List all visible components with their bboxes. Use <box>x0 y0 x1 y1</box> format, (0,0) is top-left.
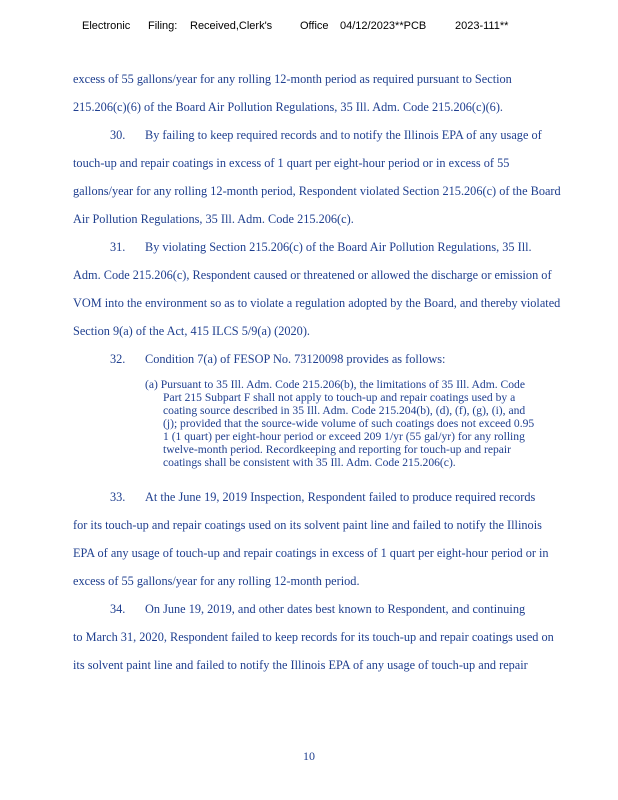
text-line: its solvent paint line and failed to notify the Illinois EPA of any usage of touch-up and repair <box>73 658 528 672</box>
header-electronic: Electronic <box>82 20 131 32</box>
text-line: to March 31, 2020, Respondent failed to keep records for its touch-up and repair coatings used on <box>73 630 554 644</box>
text-line: EPA of any usage of touch-up and repair coatings in excess of 1 quart per eight-hour period or in <box>73 546 549 560</box>
paragraph-number: 31. <box>110 240 126 254</box>
paragraph-number: 34. <box>110 602 126 616</box>
page-number: 10 <box>303 749 315 763</box>
quote-line: Part 215 Subpart F shall not apply to touch-up and repair coatings used by a <box>163 391 516 404</box>
text-line: By violating Section 215.206(c) of the Board Air Pollution Regulations, 35 Ill. <box>145 240 532 254</box>
block-quote <box>145 378 585 469</box>
paragraph-number: 33. <box>110 490 126 504</box>
paragraph-number: 32. <box>110 352 126 366</box>
text-line: At the June 19, 2019 Inspection, Respondent failed to produce required records <box>145 490 536 504</box>
text-line: By failing to keep required records and to notify the Illinois EPA of any usage of <box>145 128 542 142</box>
text-line: 215.206(c)(6) of the Board Air Pollution Regulations, 35 Ill. Adm. Code 215.206(c)(6). <box>73 100 503 114</box>
header-date: 04/12/2023**PCB <box>340 20 427 32</box>
quote-line: (a) Pursuant to 35 Ill. Adm. Code 215.206(b), the limitations of 35 Ill. Adm. Code <box>145 378 525 391</box>
text-line: Air Pollution Regulations, 35 Ill. Adm. Code 215.206(c). <box>73 212 354 226</box>
text-line: excess of 55 gallons/year for any rolling 12-month period. <box>73 574 360 588</box>
quote-line: twelve-month period. Recordkeeping and reporting for touch-up and repair <box>163 443 512 456</box>
text-line: gallons/year for any rolling 12-month period, Respondent violated Section 215.206(c) of the Board <box>73 184 561 198</box>
header-filing: Filing: <box>148 20 178 32</box>
paragraph-number: 30. <box>110 128 126 142</box>
header-office: Office <box>300 20 329 32</box>
text-line: Condition 7(a) of FESOP No. 73120098 provides as follows: <box>145 352 446 366</box>
header-received: Received,Clerk's <box>190 20 273 32</box>
quote-line: (j); provided that the source-wide volume of such coatings does not exceed 0.95 <box>163 417 535 430</box>
text-line: for its touch-up and repair coatings used on its solvent paint line and failed to notify the Illinois <box>73 518 542 532</box>
text-line: excess of 55 gallons/year for any rolling 12-month period as required pursuant to Section <box>73 72 512 86</box>
text-line: On June 19, 2019, and other dates best known to Respondent, and continuing <box>145 602 526 616</box>
text-line: touch-up and repair coatings in excess of 1 quart per eight-hour period or in excess of 55 <box>73 156 510 170</box>
text-line: Adm. Code 215.206(c), Respondent caused or threatened or allowed the discharge or emission of <box>73 268 552 282</box>
text-line: VOM into the environment so as to violate a regulation adopted by the Board, and thereby violated <box>73 296 561 310</box>
quote-line: coatings shall be consistent with 35 Ill. Adm. Code 215.206(c). <box>163 456 456 469</box>
quote-line: coating source described in 35 Ill. Adm. Code 215.204(b), (d), (f), (g), (i), and <box>163 404 526 417</box>
quote-line: 1 (1 quart) per eight-hour period or exceed 209 1/yr (55 gal/yr) for any rolling <box>163 430 525 443</box>
text-line: Section 9(a) of the Act, 415 ILCS 5/9(a) (2020). <box>73 324 311 338</box>
header-case: 2023-111** <box>455 20 509 32</box>
